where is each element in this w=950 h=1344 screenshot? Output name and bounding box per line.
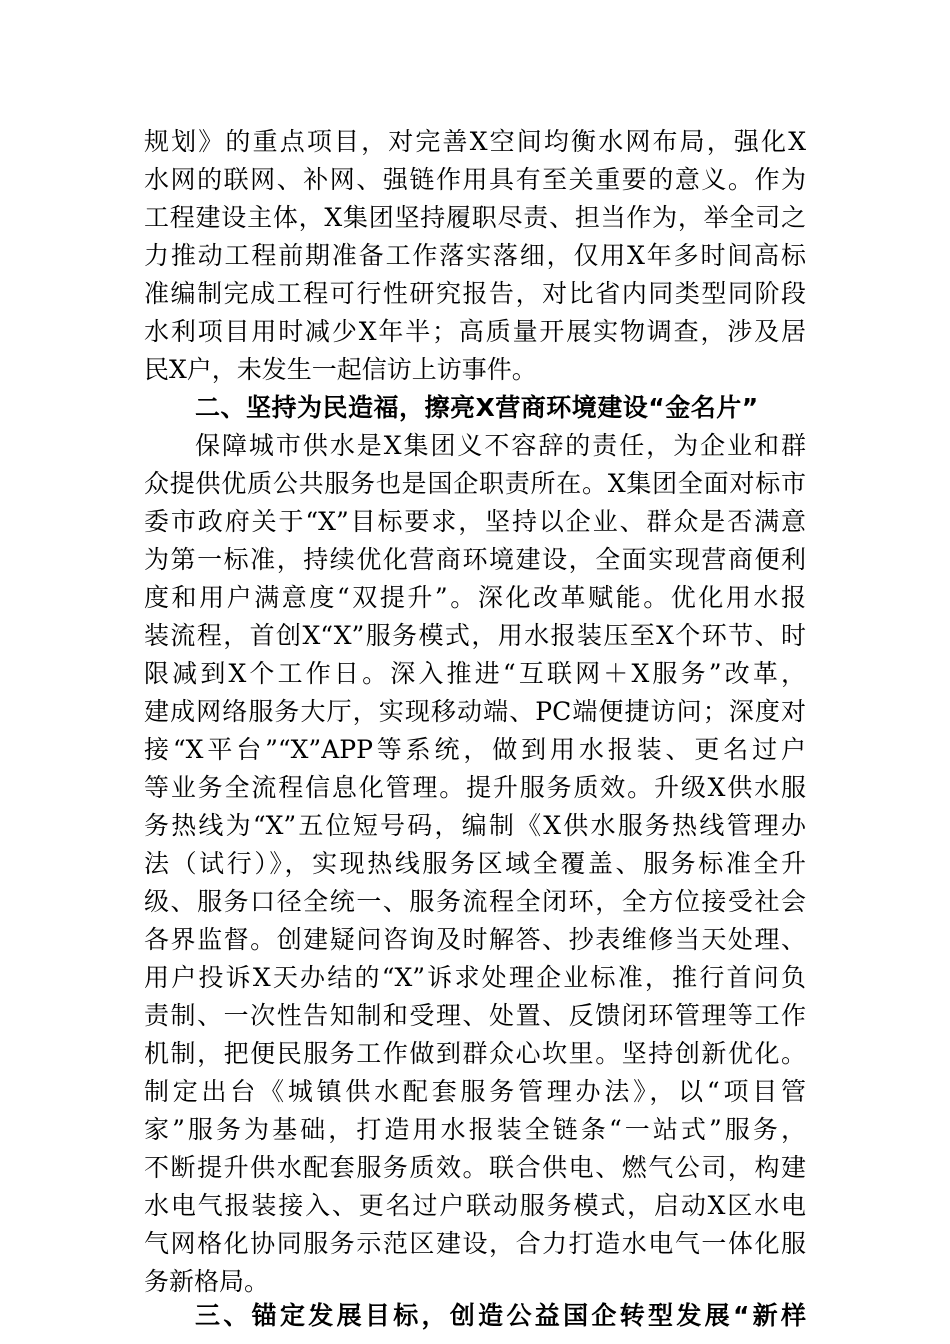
- text-line: 用户投诉X天办结的“X”诉求处理企业标准，推行首问负: [144, 963, 806, 992]
- text-line: 限减到X个工作日。深入推进“互联网＋X服务”改革，: [144, 659, 806, 688]
- text-line: 机制，把便民服务工作做到群众心坎里。坚持创新优化。: [144, 1039, 806, 1068]
- text-line: 家”服务为基础，打造用水报装全链条“一站式”服务，: [144, 1115, 806, 1144]
- section-heading: 二、坚持为民造福，擦亮X营商环境建设“金名片”: [195, 393, 759, 422]
- text-line: 级、服务口径全统一、服务流程全闭环，全方位接受社会: [144, 887, 806, 916]
- text-line: 气网格化协同服务示范区建设，合力打造水电气一体化服: [144, 1229, 806, 1258]
- text-line: 制定出台《城镇供水配套服务管理办法》，以“项目管: [144, 1077, 806, 1106]
- text-line: 力推动工程前期准备工作落实落细，仅用X年多时间高标: [144, 241, 806, 270]
- text-line: 委市政府关于“X”目标要求，坚持以企业、群众是否满意: [144, 507, 806, 536]
- text-line: 准编制完成工程可行性研究报告，对比省内同类型同阶段: [144, 279, 806, 308]
- text-line: 工程建设主体，X集团坚持履职尽责、担当作为，举全司之: [144, 203, 806, 232]
- text-line: 法（试行）》，实现热线服务区域全覆盖、服务标准全升: [144, 849, 806, 878]
- text-line: 保障城市供水是X集团义不容辞的责任，为企业和群: [195, 431, 806, 460]
- text-line: 水网的联网、补网、强链作用具有至关重要的意义。作为: [144, 165, 806, 194]
- text-line: 装流程，首创X“X”服务模式，用水报装压至X个环节、时: [144, 621, 806, 650]
- text-line: 责制、一次性告知制和受理、处置、反馈闭环管理等工作: [144, 1001, 806, 1030]
- text-line: 建成网络服务大厅，实现移动端、PC端便捷访问；深度对: [144, 697, 806, 726]
- text-line: 不断提升供水配套服务质效。联合供电、燃气公司，构建: [144, 1153, 806, 1182]
- text-line: 为第一标准，持续优化营商环境建设，全面实现营商便利: [144, 545, 806, 574]
- text-line: 水利项目用时减少X年半；高质量开展实物调查，涉及居: [144, 317, 806, 346]
- text-line: 务新格局。: [144, 1267, 270, 1296]
- text-line: 等业务全流程信息化管理。提升服务质效。升级X供水服: [144, 773, 806, 802]
- text-line: 民X户，未发生一起信访上访事件。: [144, 355, 537, 384]
- text-line: 务热线为“X”五位短号码，编制《X供水服务热线管理办: [144, 811, 806, 840]
- text-line: 接“X平台”“X”APP等系统，做到用水报装、更名过户: [144, 735, 806, 764]
- text-line: 众提供优质公共服务也是国企职责所在。X集团全面对标市: [144, 469, 806, 498]
- text-line: 度和用户满意度“双提升”。深化改革赋能。优化用水报: [144, 583, 806, 612]
- section-heading: 三、锚定发展目标，创造公益国企转型发展“新样: [195, 1301, 806, 1330]
- text-line: 各界监督。创建疑问咨询及时解答、抄表维修当天处理、: [144, 925, 806, 954]
- text-line: 水电气报装接入、更名过户联动服务模式，启动X区水电: [144, 1191, 806, 1220]
- text-line: 规划》的重点项目，对完善X空间均衡水网布局，强化X: [144, 127, 806, 156]
